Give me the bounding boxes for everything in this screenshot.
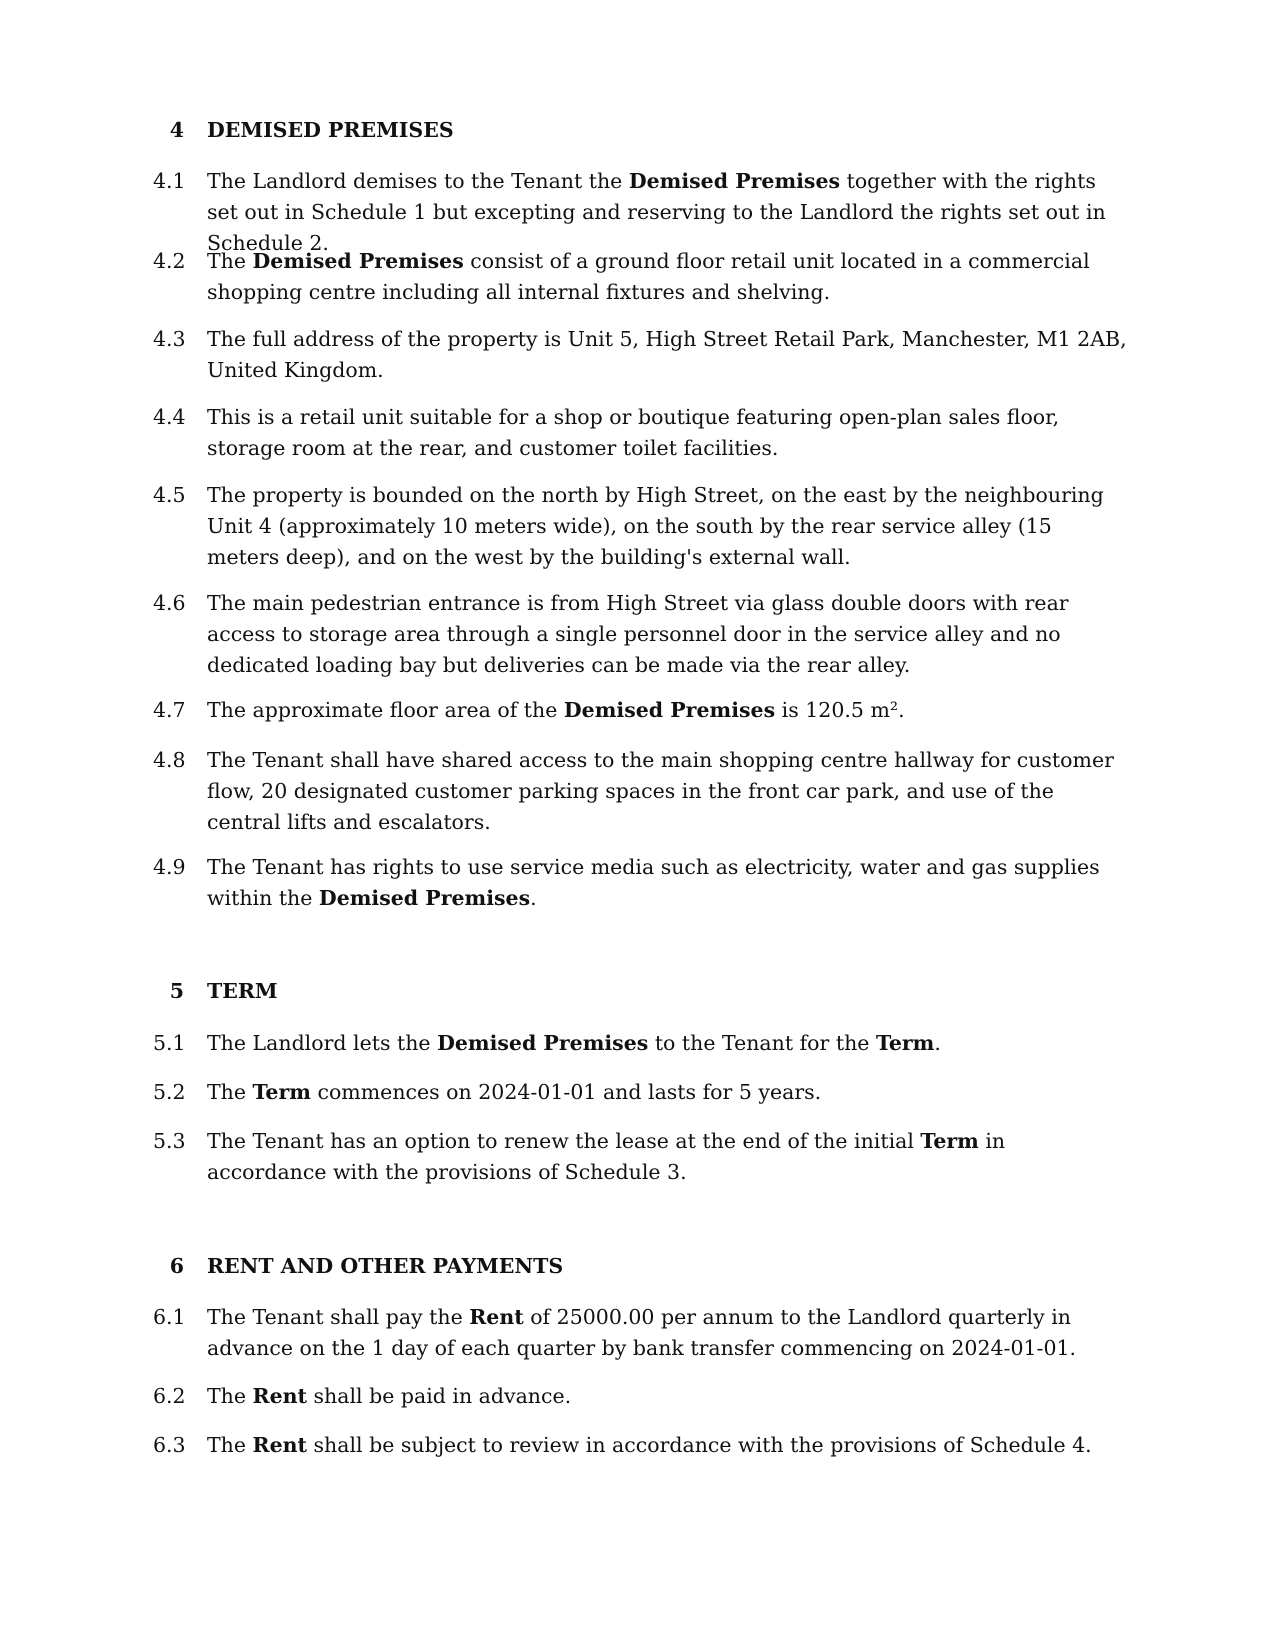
clause-text — [207, 480, 1127, 573]
clause-text-run: The Tenant shall have shared access to the main shopping centre hallway for customer flow, 20 designated customer parking spaces in the front car park, and use of the central lifts and escalators. — [207, 748, 1114, 834]
clause-number: 5.2 — [153, 1080, 186, 1104]
section-title: DEMISED PREMISES — [207, 118, 454, 142]
clause-text-run: The — [207, 1384, 253, 1408]
clause-text-run: The full address of the property is Unit 5, High Street Retail Park, Manchester, M1 2AB, United Kingdom. — [207, 327, 1127, 382]
clause-text-run: The Tenant shall pay the — [207, 1305, 470, 1329]
clause-text-run: of 25000.00 per annum to the Landlord quarterly in advance on the 1 day of each quarter by bank transfer commencing on 2024-01-01. — [207, 1305, 1077, 1360]
defined-term: Rent — [252, 1433, 307, 1457]
clause-number: 4.9 — [153, 855, 186, 879]
clause-text — [207, 1028, 1127, 1059]
clause-text — [207, 1302, 1127, 1364]
section-title: RENT AND OTHER PAYMENTS — [207, 1254, 564, 1278]
clause-text-run: The — [207, 1080, 253, 1104]
defined-term: Demised Premises — [318, 886, 531, 910]
clause-text-run: is 120.5 m². — [775, 698, 905, 722]
clause-text — [207, 695, 1127, 726]
clause-text-run: commences on 2024-01-01 and lasts for 5 years. — [310, 1080, 822, 1104]
clause-text-run: This is a retail unit suitable for a shop or boutique featuring open-plan sales floor, storage room at the rear, and customer toilet facilities. — [207, 405, 1060, 460]
clause-text — [207, 588, 1127, 681]
defined-term: Term — [252, 1080, 311, 1104]
defined-term: Demised Premises — [252, 249, 464, 273]
clause-number: 4.3 — [153, 327, 186, 351]
clause-text-run: together with the rights set out in Schedule 1 but excepting and reserving to the Landlord the rights set out in Schedule 2. — [207, 169, 1106, 255]
clause-text-run: The property is bounded on the north by High Street, on the east by the neighbouring Unit 4 (approximately 10 meters wide), on the south by the rear service alley (15 meters deep), and on the west by the building's external wall. — [207, 483, 1104, 569]
clause-text-run: The — [207, 249, 253, 273]
clause-text — [207, 246, 1127, 308]
section-number: 4 — [169, 118, 184, 142]
clause-text — [207, 1430, 1127, 1461]
section-heading-5 — [0, 979, 1275, 1009]
clause-text — [207, 1381, 1127, 1412]
clause-text-run: The approximate floor area of the — [207, 698, 564, 722]
clause-number: 4.8 — [153, 748, 186, 772]
clause-number: 6.1 — [153, 1305, 186, 1329]
clause-text-run: The Landlord demises to the Tenant the — [207, 169, 629, 193]
clause-text-run: . — [530, 886, 537, 910]
defined-term: Demised Premises — [563, 698, 776, 722]
defined-term: Term — [875, 1031, 935, 1055]
clause-text — [207, 402, 1127, 464]
clause-number: 6.2 — [153, 1384, 186, 1408]
clause-number: 4.6 — [153, 591, 186, 615]
defined-term: Term — [920, 1129, 979, 1153]
clause-text-run: The Landlord lets the — [207, 1031, 438, 1055]
section-number: 5 — [169, 979, 184, 1003]
clause-text — [207, 1077, 1127, 1108]
clause-text — [207, 1126, 1127, 1188]
section-number: 6 — [169, 1254, 184, 1278]
clause-text-run: shall be subject to review in accordance with the provisions of Schedule 4. — [306, 1433, 1092, 1457]
clause-text — [207, 745, 1127, 838]
section-title: TERM — [207, 979, 278, 1003]
defined-term: Demised Premises — [628, 169, 841, 193]
defined-term: Rent — [469, 1305, 524, 1329]
clause-number: 4.1 — [153, 169, 186, 193]
clause-text-run: The — [207, 1433, 253, 1457]
clause-number: 5.3 — [153, 1129, 186, 1153]
section-heading-6 — [0, 1254, 1275, 1284]
clause-number: 5.1 — [153, 1031, 186, 1055]
clause-text — [207, 324, 1127, 386]
clause-text-run: to the Tenant for the — [648, 1031, 876, 1055]
defined-term: Demised Premises — [437, 1031, 649, 1055]
section-heading-4 — [0, 118, 1275, 148]
clause-text — [207, 852, 1127, 914]
clause-number: 4.7 — [153, 698, 186, 722]
defined-term: Rent — [252, 1384, 307, 1408]
clause-text-run: shall be paid in advance. — [306, 1384, 572, 1408]
clause-text-run: The Tenant has an option to renew the lease at the end of the initial — [207, 1129, 921, 1153]
clause-number: 4.5 — [153, 483, 186, 507]
clause-text-run: in accordance with the provisions of Schedule 3. — [207, 1129, 1006, 1184]
clause-text-run: . — [934, 1031, 941, 1055]
clause-number: 6.3 — [153, 1433, 186, 1457]
clause-text-run: The Tenant has rights to use service media such as electricity, water and gas supplies within the — [207, 855, 1100, 910]
clause-number: 4.2 — [153, 249, 186, 273]
clause-number: 4.4 — [153, 405, 186, 429]
clause-text-run: consist of a ground floor retail unit located in a commercial shopping centre including all internal fixtures and shelving. — [207, 249, 1090, 304]
clause-text-run: The main pedestrian entrance is from High Street via glass double doors with rear access to storage area through a single personnel door in the service alley and no dedicated loading bay but deliveries can be made via the rear alley. — [207, 591, 1069, 677]
